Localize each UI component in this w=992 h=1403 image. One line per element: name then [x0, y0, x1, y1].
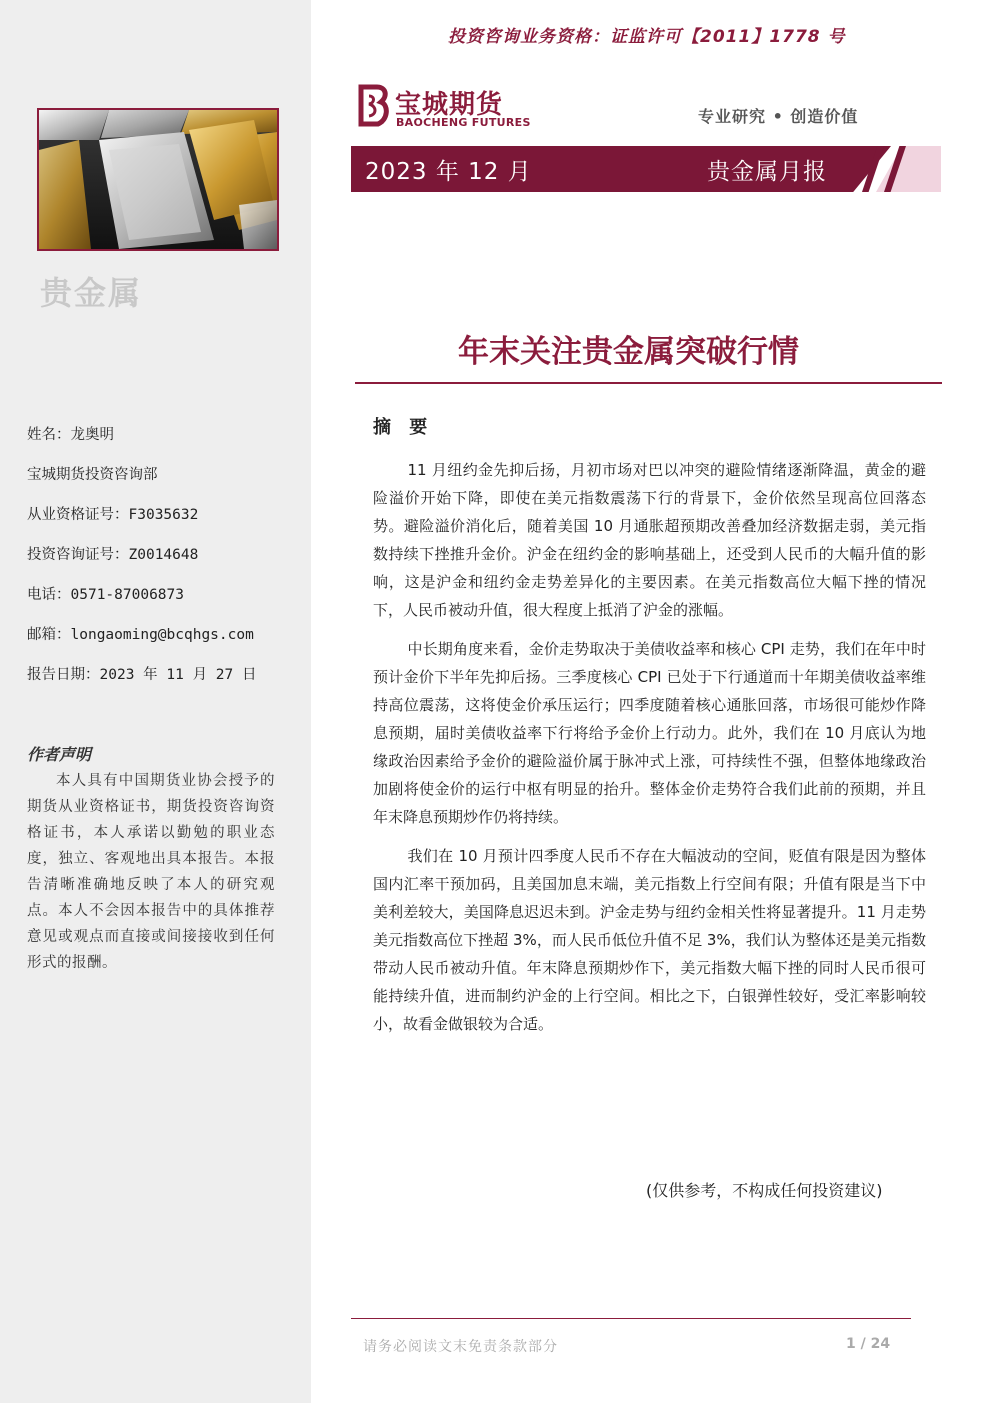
- analyst-name: 姓名：龙奥明: [27, 427, 114, 443]
- page-number: 1 / 24: [846, 1336, 891, 1352]
- report-banner: [351, 146, 941, 192]
- declaration-title: 作者声明: [27, 745, 92, 764]
- logo-chinese-name: 宝城期货: [395, 90, 504, 120]
- abstract-content: [373, 456, 926, 1049]
- banner-date: 2023 年 12 月: [365, 159, 532, 185]
- phone-number: 电话：0571-87006873: [27, 587, 184, 603]
- analyst-info: [27, 424, 307, 704]
- logo-english-name: BAOCHENG FUTURES: [396, 116, 531, 129]
- footer-disclaimer: 请务必阅读文末免责条款部分: [363, 1339, 558, 1355]
- abstract-paragraph: 11 月纽约金先抑后扬，月初市场对巴以冲突的避险情绪逐渐降温，黄金的避险溢价开始下降，即使在美元指数震荡下行的背景下，金价依然呈现高位回落态势。避险溢价消化后，随着美国 10 月通胀超预期改善叠加经济数据走弱，美元指数持续下挫推升金价。沪金在纽约金的影响基础上，还受到人民币的大幅升值的影响，这是沪金和纽约金走势差异化的主要因素。在美元指数高位大幅下挫的情况下，人民币被动升值，很大程度上抵消了沪金的涨幅。: [373, 461, 926, 619]
- title-divider: [355, 382, 942, 384]
- analyst-department: 宝城期货投资咨询部: [27, 467, 158, 483]
- footer-divider: [351, 1318, 911, 1319]
- sector-label: 贵金属: [40, 274, 143, 312]
- disclaimer-note: (仅供参考，不构成任何投资建议): [646, 1181, 883, 1200]
- email-address: 邮箱：longaoming@bcqhgs.com: [27, 627, 254, 643]
- license-line: 投资咨询业务资格：证监许可【2011】1778 号: [448, 27, 846, 47]
- sidebar: [0, 0, 311, 1403]
- report-date: 报告日期：2023 年 11 月 27 日: [27, 667, 257, 683]
- declaration-body: 本人具有中国期货业协会授予的期货从业资格证书，期货投资咨询资格证书，本人承诺以勤勉的职业态度，独立、客观地出具本报告。本报告清晰准确地反映了本人的研究观点。本人不会因本报告中的具体推荐意见或观点而直接或间接接收到任何形式的报酬。: [27, 773, 275, 971]
- report-title: 年末关注贵金属突破行情: [458, 334, 799, 370]
- qualification-number: 从业资格证号：F3035632: [27, 507, 199, 523]
- abstract-paragraph: 我们在 10 月预计四季度人民币不存在大幅波动的空间，贬值有限是因为整体国内汇率干预加码，且美国加息末端，美元指数上行空间有限；升值有限是当下中美利差较大，美国降息迟迟未到。沪金走势与纽约金相关性将显著提升。11 月走势美元指数高位下挫超 3%，而人民币低位升值不足 3%，我们认为整体还是美元指数带动人民币被动升值。年末降息预期炒作下，美元指数大幅下挫的同时人民币很可能持续升值，进而制约沪金的上行空间。相比之下，白银弹性较好，受汇率影响较小，故看金做银较为合适。: [373, 847, 926, 1033]
- banner-report-type: 贵金属月报: [707, 159, 827, 185]
- slogan: 专业研究 • 创造价值: [698, 107, 859, 126]
- precious-metal-bars-image: [37, 108, 279, 251]
- consulting-number: 投资咨询证号：Z0014648: [27, 547, 199, 563]
- company-logo: [355, 84, 531, 132]
- logo-mark-icon: [355, 84, 391, 130]
- abstract-heading: 摘 要: [373, 417, 434, 438]
- banner-accent: [876, 146, 941, 192]
- abstract-paragraph: 中长期角度来看，金价走势取决于美债收益率和核心 CPI 走势，我们在年中时预计金价下半年先抑后扬。三季度核心 CPI 已处于下行通道而十年期美债收益率维持高位震荡，这将使金价承压运行；四季度随着核心通胀回落，市场很可能炒作降息预期，届时美债收益率下行将给予金价上行动力。此外，我们在 10 月底认为地缘政治因素给予金价的避险溢价属于脉冲式上涨，可持续性不强，但整体地缘政治加剧将使金价的运行中枢有明显的抬升。整体金价走势符合我们此前的预期，并且年末降息预期炒作仍将持续。: [373, 640, 926, 826]
